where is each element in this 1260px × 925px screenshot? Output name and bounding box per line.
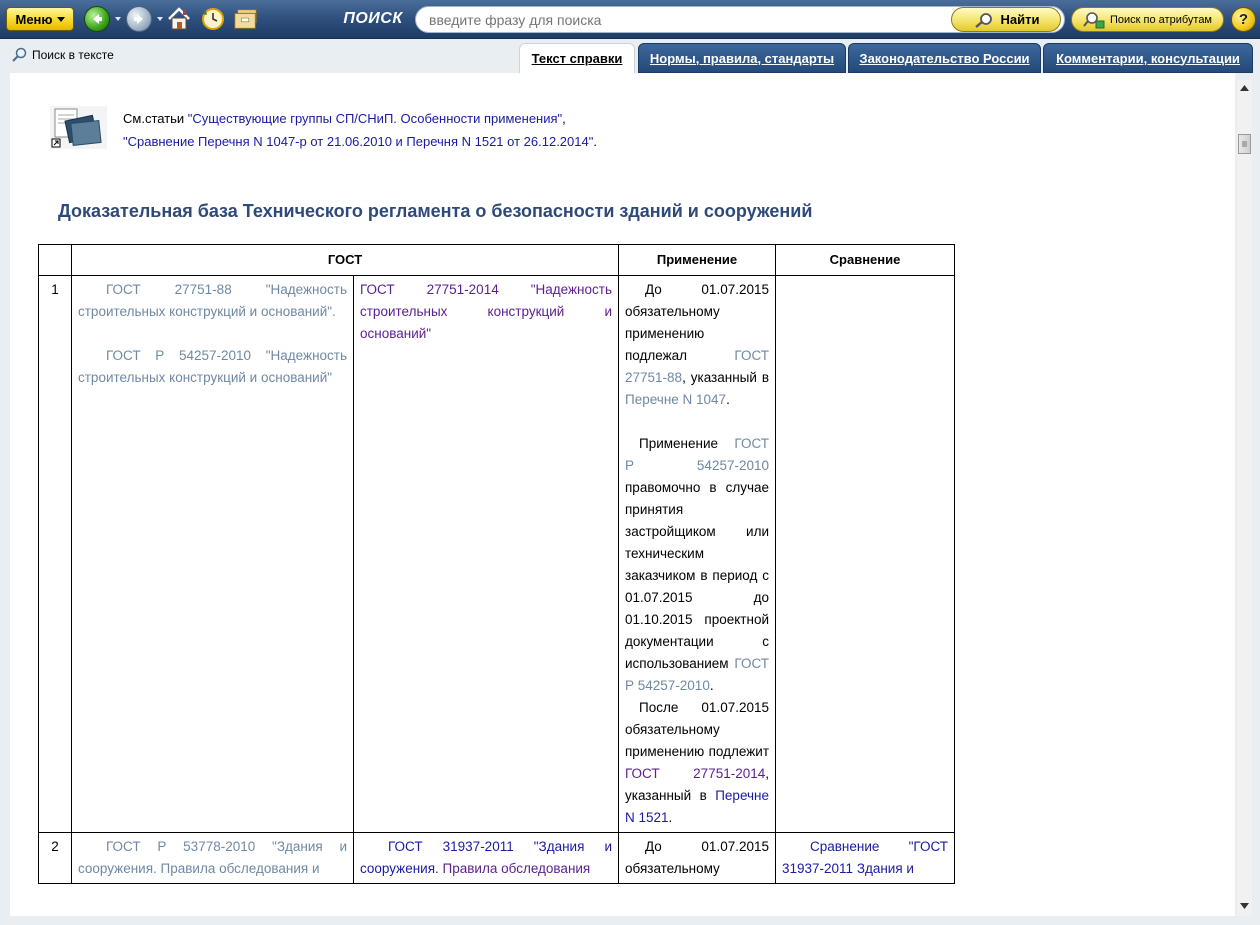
status-strip (0, 916, 1260, 925)
see-also-separator: , (562, 111, 566, 126)
gost-table (38, 244, 955, 884)
tab-norms-standards[interactable] (638, 43, 846, 73)
bookmarks-button[interactable] (232, 5, 260, 33)
attribute-search-label: Поиск по атрибутам (1110, 13, 1212, 26)
attribute-search-icon (1083, 11, 1105, 29)
app-text: . (726, 392, 730, 407)
app-text: , указанный в (625, 766, 769, 803)
gost-link[interactable]: ГОСТ 27751-2014 (625, 766, 766, 781)
document-pane (10, 73, 1235, 916)
main-toolbar (0, 0, 1260, 39)
application-cell (619, 833, 776, 884)
search-input[interactable] (429, 11, 949, 29)
app-text: После 01.07.2015 обязательному применению подлежит (625, 700, 769, 759)
table-row (39, 276, 955, 833)
new-gost-cell (354, 833, 619, 884)
comparison-cell (776, 833, 955, 884)
home-button[interactable] (165, 5, 193, 33)
header-application: Применение (619, 245, 776, 276)
forward-button[interactable] (126, 6, 152, 32)
find-in-text-label: Поиск в тексте (32, 48, 114, 62)
app-text: Применение (639, 436, 735, 451)
arrow-left-icon (90, 12, 104, 26)
find-button-label: Найти (1000, 12, 1040, 27)
old-gost-cell (72, 833, 354, 884)
tab-comments-consultations[interactable] (1043, 43, 1253, 73)
list-link[interactable]: Перечне N 1521 (625, 788, 769, 825)
tab-label: Законодательство России (859, 50, 1030, 66)
app-text: . (709, 678, 714, 693)
new-gost-link[interactable]: ГОСТ 31937-2011 "Здания и сооружения. (360, 839, 612, 876)
gost-link[interactable]: ГОСТ 27751-88 (625, 348, 769, 385)
search-section-label: ПОИСК (343, 10, 403, 27)
gost-link[interactable]: ГОСТ Р 54257-2010 (625, 436, 769, 473)
scrollbar-thumb[interactable] (1238, 134, 1251, 154)
home-icon (166, 6, 192, 32)
gost-link[interactable]: ГОСТ Р 54257-2010 (625, 656, 769, 693)
table-header-row (39, 245, 955, 276)
header-gost: ГОСТ (72, 245, 619, 276)
scroll-up-arrow-icon[interactable] (1237, 80, 1252, 95)
list-link[interactable]: Перечне N 1047 (625, 392, 727, 407)
help-icon: ? (1238, 11, 1249, 28)
app-text: . (668, 810, 673, 825)
see-also-link-lists-comparison[interactable]: "Сравнение Перечня N 1047-р от 21.06.2010 и Перечня N 1521 от 26.12.2014" (123, 134, 594, 149)
documents-icon (50, 106, 107, 149)
old-gost-link[interactable]: ГОСТ Р 54257-2010 "Надежность строительных конструкций и оснований" (78, 348, 347, 385)
attribute-search-button[interactable] (1071, 7, 1224, 32)
see-also-prefix: См.статьи (123, 111, 188, 126)
tab-label: Нормы, правила, стандарты (649, 50, 835, 66)
tab-russian-legislation[interactable] (848, 43, 1041, 73)
document-title: Доказательная база Технического регламента о безопасности зданий и сооружений (58, 201, 813, 221)
find-in-text-button[interactable] (12, 47, 114, 63)
see-also-link-sp-snip-groups[interactable]: "Существующие группы СП/СНиП. Особенности применения" (187, 111, 563, 126)
see-also-end: . (593, 134, 597, 149)
menu-button-label: Меню (15, 11, 53, 27)
app-text: правомочно в случае принятия застройщиком или техническим заказчиком в период с 01.07.2015 до 01.10.2015 проектной документации с использованием (625, 480, 769, 671)
forward-history-dropdown-icon[interactable] (157, 17, 163, 21)
magnifier-icon (12, 47, 28, 63)
application-cell (619, 276, 776, 833)
old-gost-cell (72, 276, 354, 833)
scroll-down-arrow-icon[interactable] (1237, 898, 1252, 913)
row-number: 1 (39, 276, 72, 833)
back-history-dropdown-icon[interactable] (115, 17, 121, 21)
menu-button[interactable] (6, 7, 74, 31)
tab-label: Комментарии, консультации (1056, 50, 1240, 66)
chevron-down-icon (57, 17, 65, 22)
folders-icon (232, 6, 260, 32)
new-gost-link[interactable]: ГОСТ 27751-2014 "Надежность строительных конструкций и оснований" (360, 282, 612, 341)
history-button[interactable] (199, 5, 227, 33)
tab-help-text[interactable] (519, 43, 635, 73)
tab-label: Текст справки (531, 51, 623, 66)
header-num (39, 245, 72, 276)
see-also-references (123, 107, 597, 153)
old-gost-link[interactable]: ГОСТ 27751-88 "Надежность строительных конструкций и оснований". (78, 282, 347, 319)
app-text: До 01.07.2015 обязательному (625, 839, 769, 876)
document-link-icon[interactable] (50, 106, 107, 149)
old-gost-link[interactable]: ГОСТ Р 53778-2010 "Здания и сооружения. Правила обследования и (78, 839, 347, 876)
arrow-right-icon (132, 12, 146, 26)
header-comparison: Сравнение (776, 245, 955, 276)
new-gost-cell (354, 276, 619, 833)
find-button[interactable] (951, 7, 1061, 32)
app-text: , указанный в (682, 370, 769, 385)
row-number: 2 (39, 833, 72, 884)
clock-history-icon (200, 6, 226, 32)
comparison-link[interactable]: Сравнение "ГОСТ 31937-2011 Здания и (782, 839, 948, 876)
vertical-scrollbar[interactable] (1237, 80, 1252, 916)
app-text: До 01.07.2015 обязательному применению подлежал (625, 282, 769, 363)
new-gost-link[interactable]: Правила обследования (442, 861, 591, 876)
comparison-cell (776, 276, 955, 833)
magnifier-icon (973, 12, 995, 28)
help-button[interactable] (1231, 7, 1256, 32)
table-row (39, 833, 955, 884)
back-button[interactable] (84, 6, 110, 32)
